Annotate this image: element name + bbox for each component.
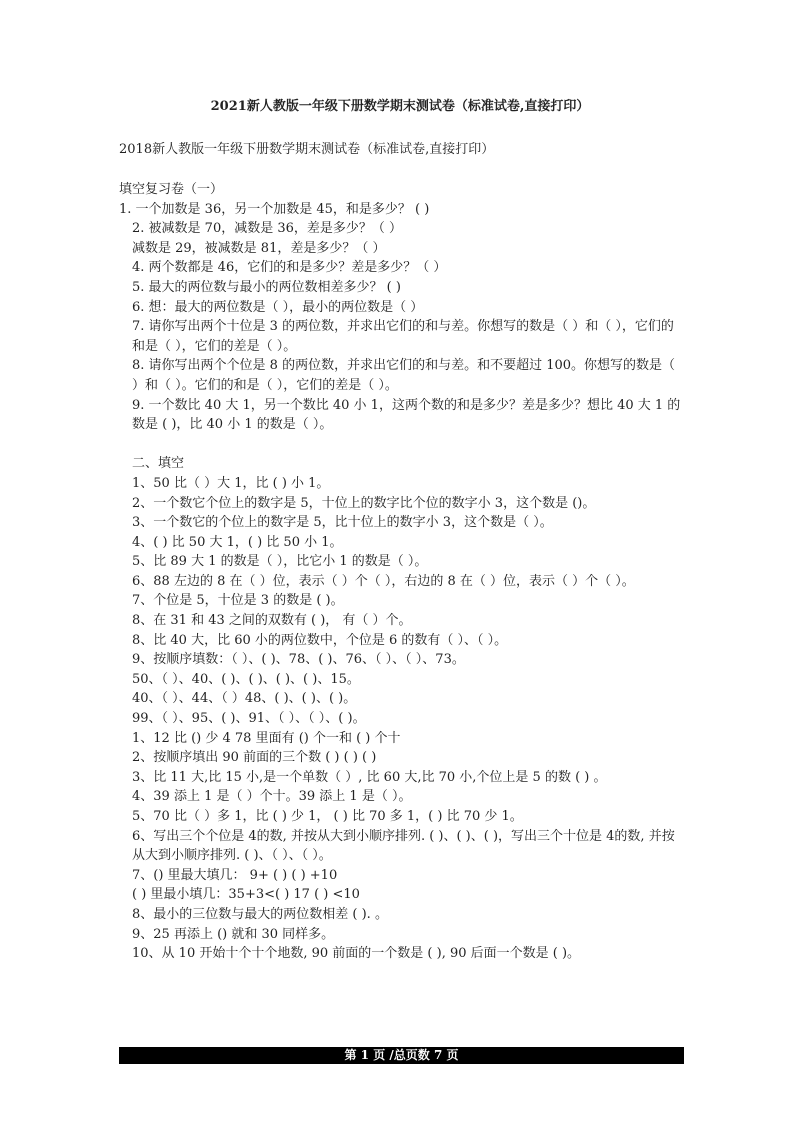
question-line: 7、() 里最大填几： 9+ ( ) ( ) +10 xyxy=(132,867,338,883)
question-line: 10、从 10 开始十个十个地数, 90 前面的一个数是 ( ), 90 后面一个数是 ( )。 xyxy=(132,946,581,962)
question-line: 二、填空 xyxy=(132,456,185,472)
question-line: 9. 一个数比 40 大 1，另一个数比 40 小 1，这两个数的和是多少？差是多少？想比 40 大 1 的数是 ( )，比 40 小 1 的数是（ ）。 xyxy=(132,397,681,433)
question-line: 40、（ ）、44、（ ）48、( )、( )、( )。 xyxy=(132,691,357,707)
question-line: 8、在 31 和 43 之间的双数有 ( )， 有（ ）个。 xyxy=(132,613,412,629)
question-line: 3、一个数它的个位上的数字是 5，比十位上的数字小 3，这个数是（ ）。 xyxy=(132,515,553,531)
question-line: 8、最小的三位数与最大的两位数相差 ( ). 。 xyxy=(132,906,388,922)
document-title: 2021新人教版一年级下册数学期末测试卷（标准试卷,直接打印） xyxy=(210,99,590,114)
document-body xyxy=(119,180,684,964)
page-footer: 第 1 页 /总页数 7 页 xyxy=(119,1047,684,1064)
question-line: 减数是 29，被减数是 81，差是多少？（ ） xyxy=(132,240,386,256)
question-line: 8. 请你写出两个个位是 8 的两位数，并求出它们的和与差。和不要超过 100。你想写的数是（ ）和（ ）。它们的和是（ ），它们的差是（ ）。 xyxy=(132,358,676,393)
question-line: 6、写出三个个位是 4的数, 并按从大到小顺序排列. ( )、( )、( )，写出三个十位是 4的数, 并按从大到小顺序排列. ( )、（ ）、（ ）。 xyxy=(132,828,675,864)
question-line: 3、比 11 大,比 15 小,是一个单数（ ）, 比 60 大,比 70 小,个位上是 5 的数 ( ) 。 xyxy=(132,769,607,785)
question-line: 50、（ ）、40、( )、( )、( )、( )、15。 xyxy=(132,671,360,687)
question-line: 5、70 比（ ）多 1，比 ( ) 少 1， ( ) 比 70 多 1，( ) 比 70 少 1。 xyxy=(132,809,523,824)
question-line: 5、比 89 大 1 的数是（ ），比它小 1 的数是（ ）。 xyxy=(132,554,428,570)
question-line: 4、39 添上 1 是（ ）个十。39 添上 1 是（ ）。 xyxy=(132,789,412,805)
question-line: 7、个位是 5，十位是 3 的数是 ( )。 xyxy=(132,593,344,609)
blank-line xyxy=(119,435,684,455)
question-line: 1. 一个加数是 36，另一个加数是 45，和是多少？ ( ) xyxy=(119,201,430,217)
document-subtitle: 2018新人教版一年级下册数学期末测试卷（标准试卷,直接打印） xyxy=(119,142,495,157)
question-line: 6、88 左边的 8 在（ ）位，表示（ ）个（ ），右边的 8 在（ ）位，表示（ ）个（ ）。 xyxy=(132,573,635,589)
question-line: 7. 请你写出两个十位是 3 的两位数，并求出它们的和与差。你想写的数是（ ）和（ ），它们的和是（ ），它们的差是（ ）。 xyxy=(132,319,674,354)
question-line: 2. 被减数是 70，减数是 36，差是多少？（ ） xyxy=(132,221,403,237)
question-line: ( ) 里最小填几：35+3<( ) 17 ( ) <10 xyxy=(132,887,360,903)
question-line: 填空复习卷（一） xyxy=(119,182,224,197)
question-line: 2、一个数它个位上的数字是 5，十位上的数字比个位的数字小 3，这个数是 ()。 xyxy=(132,495,596,511)
question-line: 9、25 再添上 () 就和 30 同样多。 xyxy=(132,926,335,942)
question-line: 4. 两个数都是 46，它们的和是多少？差是多少？（ ） xyxy=(132,260,447,276)
question-line: 1、12 比 () 少 4 78 里面有 () 个一和 ( ) 个十 xyxy=(132,730,401,746)
question-line: 1、50 比（ ）大 1，比 ( ) 小 1。 xyxy=(132,475,330,491)
question-line: 99、（ ）、95、( )、91、（ ）、（ ）、( )。 xyxy=(132,711,366,727)
question-line: 5. 最大的两位数与最小的两位数相差多少？ ( ) xyxy=(132,279,401,295)
question-line: 2、按顺序填出 90 前面的三个数 ( ) ( ) ( ) xyxy=(132,750,377,766)
question-line: 6. 想：最大的两位数是（ ），最小的两位数是（ ） xyxy=(132,299,424,315)
question-line: 8、比 40 大，比 60 小的两位数中，个位是 6 的数有（ ）、（ ）。 xyxy=(132,632,508,648)
question-line: 4、( ) 比 50 大 1，( ) 比 50 小 1。 xyxy=(132,534,343,550)
question-line: 9、按顺序填数：（ ）、( )、78、( )、76、（ ）、（ ）、73。 xyxy=(132,652,465,668)
